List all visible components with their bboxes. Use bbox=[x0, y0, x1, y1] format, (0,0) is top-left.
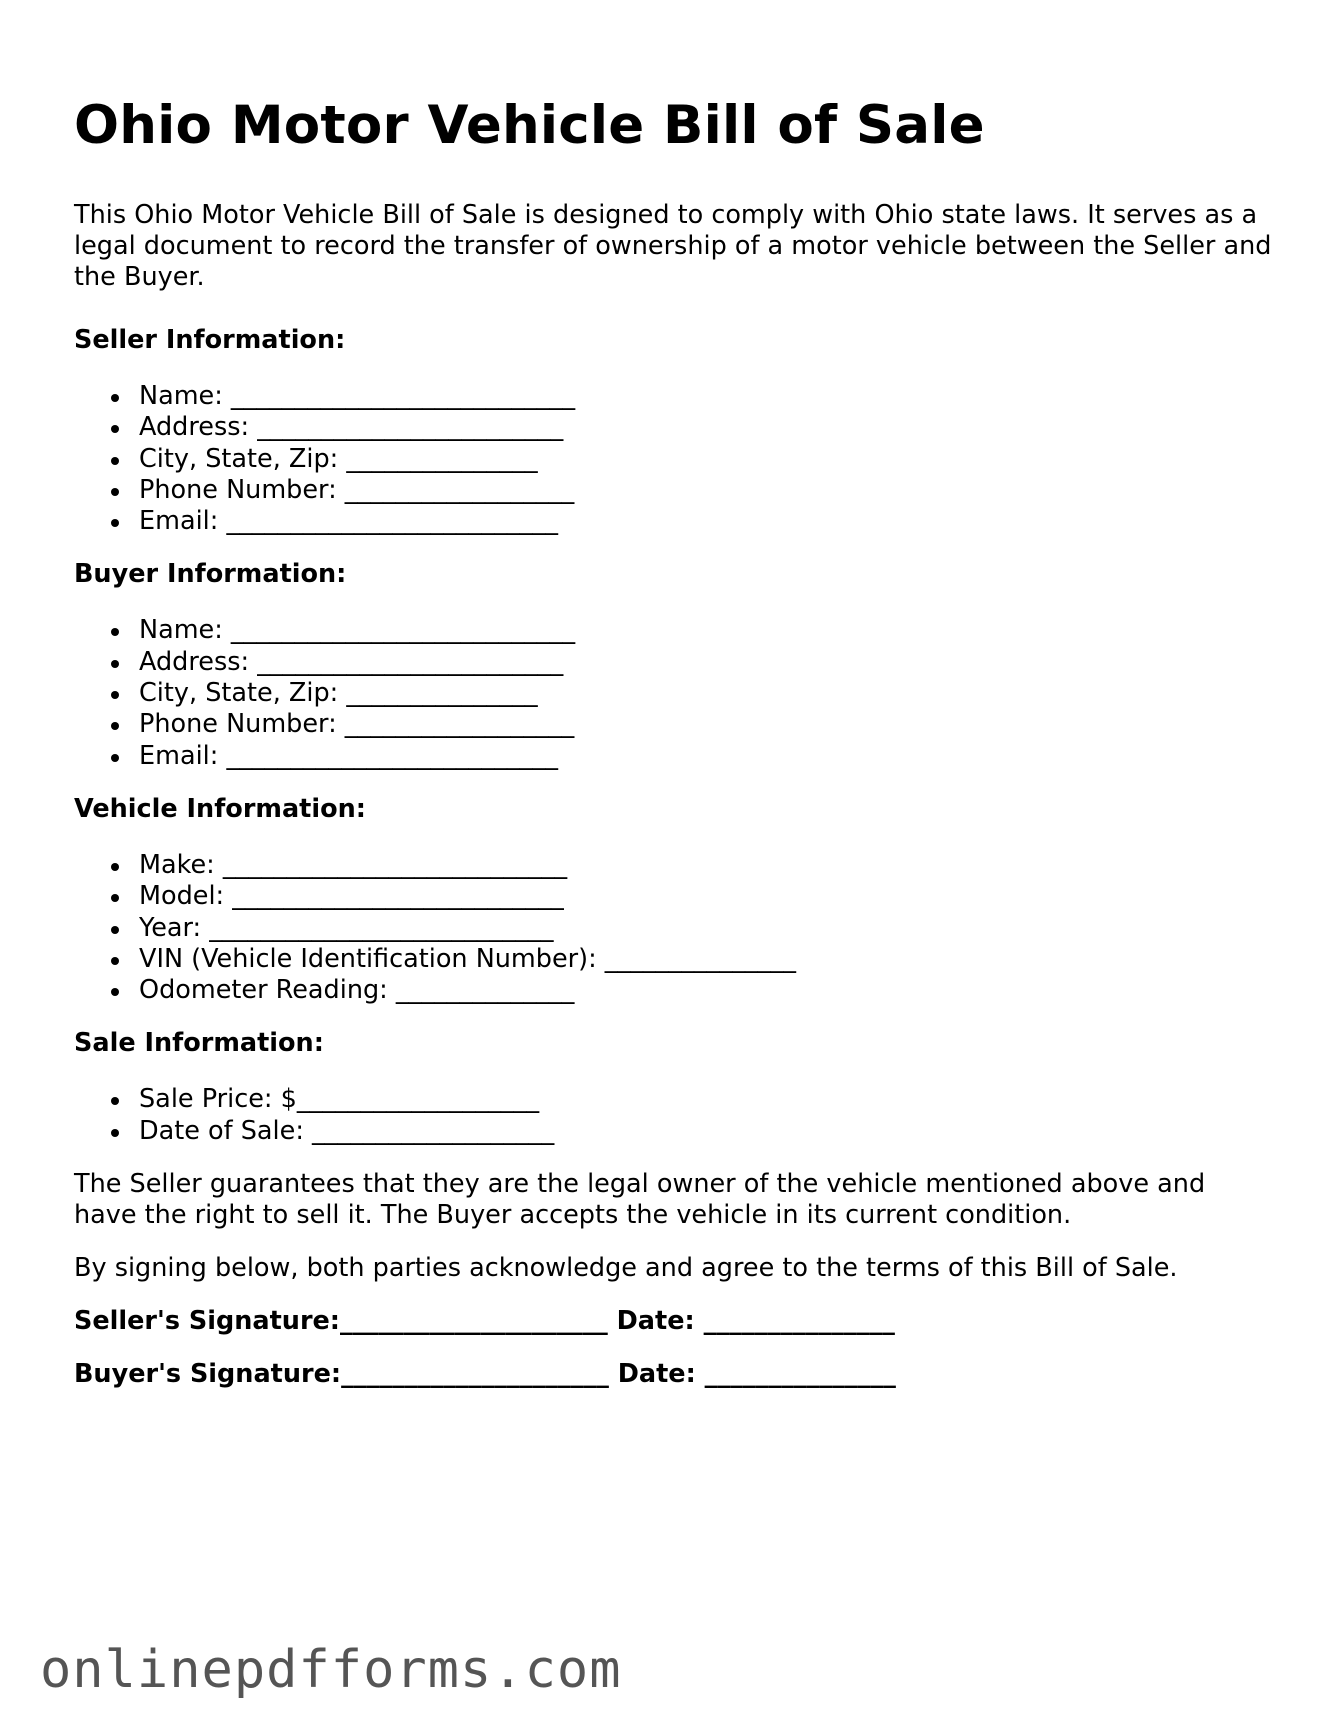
buyer-email-field: Email: __________________________ bbox=[74, 741, 1274, 772]
vehicle-section-heading: Vehicle Information: bbox=[74, 793, 366, 824]
buyer-field-list bbox=[74, 615, 1274, 771]
vehicle-field-list bbox=[74, 850, 1274, 1006]
sale-date-field: Date of Sale: ___________________ bbox=[74, 1116, 1274, 1147]
seller-city-state-zip-field: City, State, Zip: _______________ bbox=[74, 444, 1274, 475]
buyer-name-field: Name: ___________________________ bbox=[74, 615, 1274, 646]
seller-address-field: Address: ________________________ bbox=[74, 412, 1274, 443]
buyer-address-field: Address: ________________________ bbox=[74, 647, 1274, 678]
sale-section-heading: Sale Information: bbox=[74, 1028, 324, 1059]
buyer-signature-line: Buyer's Signature:_____________________ Date: _______________ bbox=[74, 1359, 896, 1390]
sale-price-field: Sale Price: $___________________ bbox=[74, 1084, 1274, 1115]
buyer-phone-field: Phone Number: __________________ bbox=[74, 709, 1274, 740]
vehicle-vin-field: VIN (Vehicle Identification Number): _______________ bbox=[74, 944, 1274, 975]
vehicle-model-field: Model: __________________________ bbox=[74, 881, 1274, 912]
seller-name-field: Name: ___________________________ bbox=[74, 381, 1274, 412]
guarantee-paragraph: The Seller guarantees that they are the legal owner of the vehicle mentioned above and have the right to sell it. The Buyer accepts the vehicle in its current condition. bbox=[74, 1169, 1206, 1231]
acknowledgement-paragraph: By signing below, both parties acknowledge and agree to the terms of this Bill of Sale. bbox=[74, 1253, 1178, 1284]
buyer-city-state-zip-field: City, State, Zip: _______________ bbox=[74, 678, 1274, 709]
bill-of-sale-document bbox=[74, 90, 1274, 1390]
seller-signature-line: Seller's Signature:_____________________ Date: _______________ bbox=[74, 1306, 895, 1337]
vehicle-make-field: Make: ___________________________ bbox=[74, 850, 1274, 881]
seller-email-field: Email: __________________________ bbox=[74, 506, 1274, 537]
buyer-section-heading: Buyer Information: bbox=[74, 559, 347, 590]
intro-paragraph: This Ohio Motor Vehicle Bill of Sale is designed to comply with Ohio state laws. It serves as a legal document to record the transfer of ownership of a motor vehicle between the Seller and the Buyer. bbox=[74, 200, 1272, 292]
seller-phone-field: Phone Number: __________________ bbox=[74, 475, 1274, 506]
vehicle-year-field: Year: ___________________________ bbox=[74, 913, 1274, 944]
sale-field-list bbox=[74, 1084, 1274, 1147]
seller-section-heading: Seller Information: bbox=[74, 325, 346, 355]
document-title: Ohio Motor Vehicle Bill of Sale bbox=[74, 95, 985, 156]
vehicle-odometer-field: Odometer Reading: ______________ bbox=[74, 975, 1274, 1006]
watermark: onlinepdfforms.com bbox=[40, 1640, 622, 1700]
seller-field-list bbox=[74, 381, 1274, 537]
